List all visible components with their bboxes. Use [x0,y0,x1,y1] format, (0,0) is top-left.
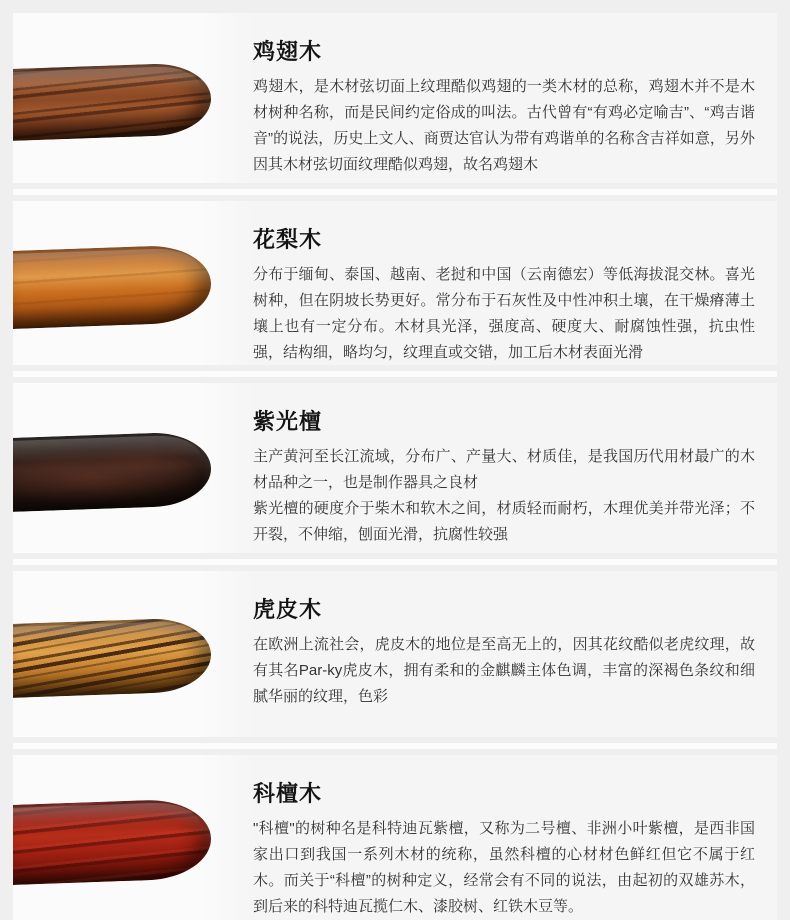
ketan-wood-stick-image [13,798,212,885]
section-text-block [253,755,777,920]
wood-section-ketanmu [13,755,777,920]
wood-section-jichimu [13,13,777,183]
section-text-block [253,201,777,365]
section-text-block [253,383,777,548]
section-paragraph: 紫光檀的硬度介于柴木和软木之间，材质轻而耐朽，木理优美并带光泽；不开裂，不伸缩，刨面光滑，抗腐性较强 [253,500,755,543]
section-divider [13,743,777,749]
wood-photo-backdrop [13,755,253,920]
section-paragraph: 主产黄河至长江流域，分布广、产量大、材质佳，是我国历代用材最广的木材品种之一，也是制作器具之良材 [253,448,755,491]
wood-photo-backdrop [13,13,253,183]
wood-photo-backdrop [13,571,253,737]
section-paragraph: 鸡翅木，是木材弦切面上纹理酷似鸡翅的一类木材的总称，鸡翅木并不是木材树种名称，而是民间约定俗成的叫法。古代曾有“有鸡必定喻吉”、“鸡吉谐音”的说法，历史上文人、商贾达官认为带有鸡谐单的名称含吉祥如意，另外因其木材弦切面纹理酷似鸡翅，故名鸡翅木 [253,78,755,173]
section-paragraph: 分布于缅甸、泰国、越南、老挝和中国（云南德宏）等低海拔混交林。喜光树种，但在阴坡长势更好。常分布于石灰性及中性冲积土壤，在干燥瘠薄土壤上也有一定分布。木材具光泽，强度高、硬度大、耐腐蚀性强，抗虫性强，结构细，略均匀，纹理直或交错，加工后木材表面光滑 [253,266,755,361]
wood-section-hupimu [13,571,777,737]
rosewood-stick-image [13,244,212,329]
chicken-wing-wood-stick-image [13,62,212,141]
section-title: 科檀木 [253,781,323,806]
section-paragraph: 在欧洲上流社会，虎皮木的地位是至高无上的，因其花纹酷似老虎纹理，故有其名Par-ky虎皮木，拥有柔和的金麒麟主体色调，丰富的深褐色条纹和细腻华丽的纹理，色彩 [253,636,755,705]
section-title: 花梨木 [253,227,323,252]
section-title: 虎皮木 [253,597,323,622]
section-divider [13,371,777,377]
wood-section-ziguangtan [13,383,777,553]
wood-section-list [13,13,777,920]
section-title: 紫光檀 [253,409,323,434]
section-text-block [253,13,777,178]
tiger-wood-stick-image [13,617,212,698]
section-paragraph: "科檀"的树种名是科特迪瓦紫檀，又称为二号檀、非洲小叶紫檀，是西非国家出口到我国一系列木材的统称，虽然科檀的心材材色鲜红但它不属于红木。而关于“科檀”的树种定义，经常会有不同的说法，由起初的双雄苏木，到后来的科特迪瓦揽仁木、漆胶树、红铁木豆等。 [253,820,755,915]
section-divider [13,559,777,565]
section-text-block [253,571,777,710]
wood-photo-backdrop [13,383,253,553]
wood-section-hualimu [13,201,777,365]
blackwood-stick-image [13,431,212,512]
section-title: 鸡翅木 [253,39,323,64]
wood-photo-backdrop [13,201,253,365]
section-divider [13,189,777,195]
